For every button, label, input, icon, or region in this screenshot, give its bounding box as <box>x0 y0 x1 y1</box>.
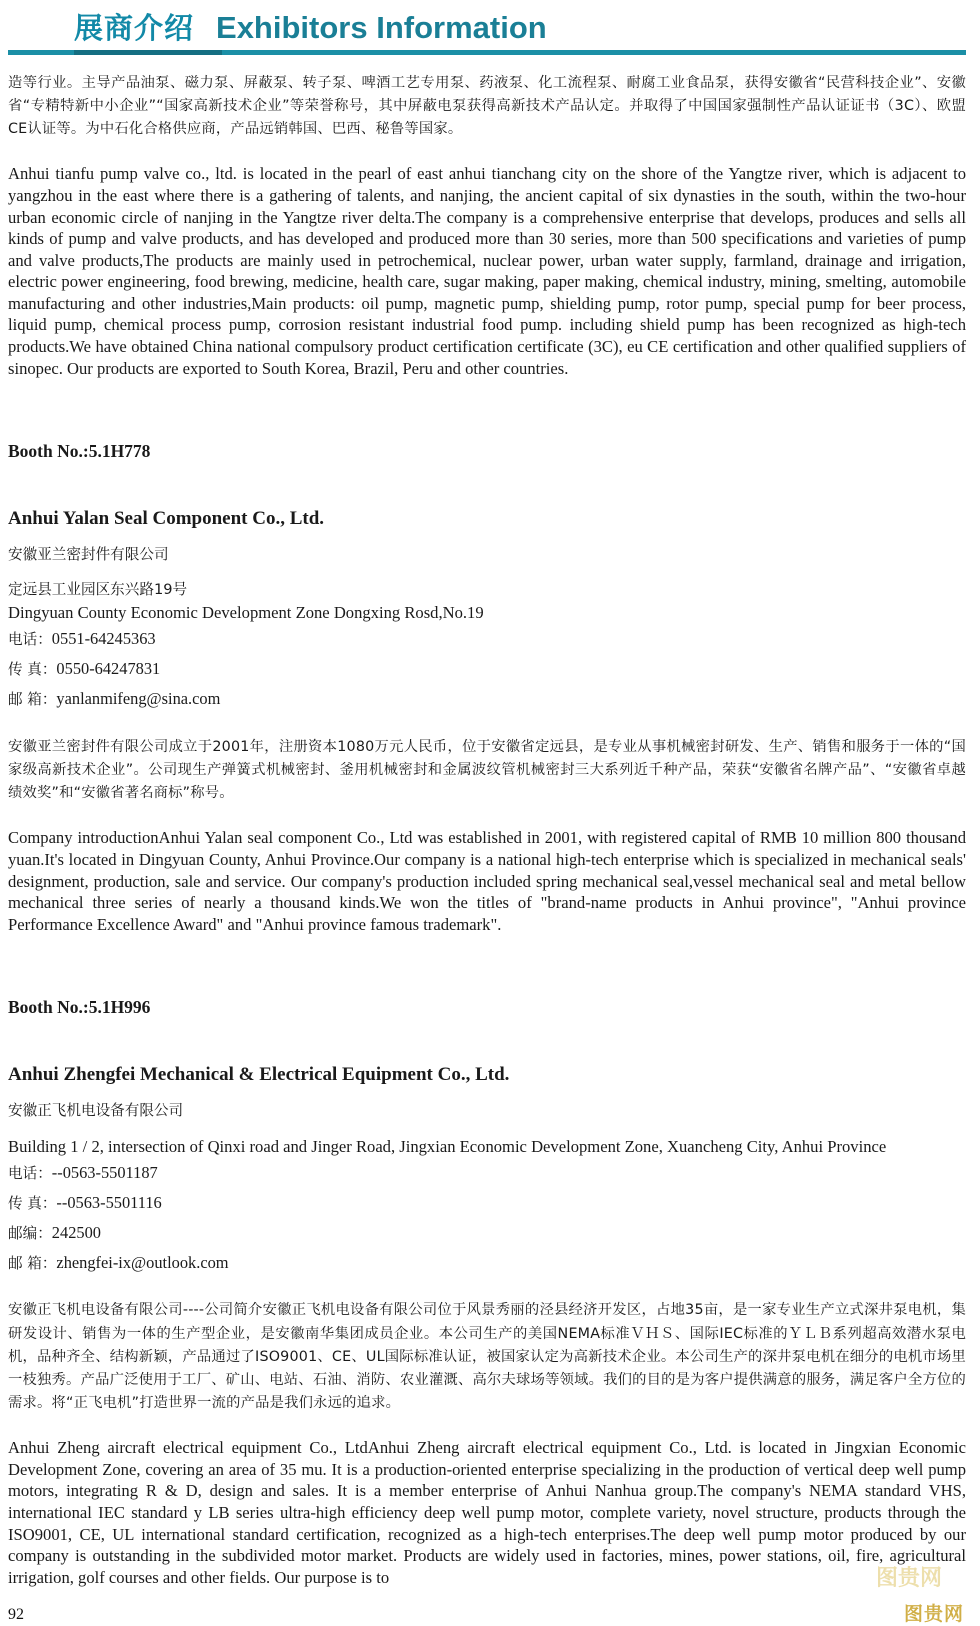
booth-number-2: Booth No.:5.1H996 <box>8 997 151 1018</box>
exhibitor-email-value-2: zhengfei-ix@outlook.com <box>56 1252 229 1272</box>
watermark: 图贵网 <box>903 1603 964 1626</box>
watermark-ghost: 图贵网 <box>875 1566 942 1592</box>
exhibitor-email-1 <box>8 684 966 714</box>
page-number: 92 <box>8 1606 24 1624</box>
exhibitor-phone-2 <box>8 1158 966 1188</box>
exhibitor-phone-value-1: 0551-64245363 <box>51 629 156 649</box>
page-title-cn: 展商介绍 <box>74 11 195 45</box>
exhibitor-address-cn-1: 定远县工业园区东兴路19号 <box>8 581 188 599</box>
exhibitor-fax-label-1: 传 真： <box>8 661 57 679</box>
exhibitor-email-label-1: 邮 箱： <box>8 691 57 709</box>
exhibitor-phone-label-1: 电话： <box>8 631 52 649</box>
exhibitor-description-cn-1: 安徽亚兰密封件有限公司成立于2001年，注册资本1080万元人民币，位于安徽省定远县，是专业从事机械密封研发、生产、销售和服务于一体的“国家级高新技术企业”。公司现生产弹簧式机械密封、釜用机械密封和金属波纹管机械密封三大系列近千种产品，荣获“安徽省名牌产品”、“安徽省卓越绩效奖”和“安徽省著名商标”称号。 <box>8 739 966 802</box>
exhibitor-fax-1 <box>8 654 966 684</box>
exhibitor-postcode-2 <box>8 1218 966 1248</box>
exhibitor-description-en-2: Anhui Zheng aircraft electrical equipment Co., LtdAnhui Zheng aircraft electrical equipment Co., Ltd. is located in Jingxian Economic Development Zone, covering an area of 35 mu. It is a production-oriented enterprise specializing in the production of vertical deep well pump motors, integrating R & D, design and sales. It is a member enterprise of Anhui Nanhua group.The company's NEMA standard VHS, international IEC standard y LB series ultra-high efficiency deep well pump motor, complete variety, novel structure, products through the ISO9001, CE, UL international standard certification, recognized as a high-tech enterprises.The deep well pump motor produced by our company is outstanding in the subdivided motor market. Products are widely used in factories, mines, power stations, oil, fire, agricultural irrigation, golf courses and other fields. Our purpose is to <box>8 1438 966 1587</box>
exhibitor-name-cn-2: 安徽正飞机电设备有限公司 <box>8 1102 184 1120</box>
page-header <box>8 0 966 62</box>
exhibitor-fax-value-2: --0563-5501116 <box>56 1192 162 1212</box>
exhibitor-phone-value-2: --0563-5501187 <box>51 1163 158 1183</box>
booth-number-1: Booth No.:5.1H778 <box>8 441 151 462</box>
page-content <box>8 62 966 1588</box>
exhibitor-description-en-1: Company introductionAnhui Yalan seal component Co., Ltd was established in 2001, with registered capital of RMB 10 million 800 thousand yuan.It's located in Dingyuan County, Anhui Province.Our company is a national high-tech enterprise which is specialized in mechanical seals' designment, production, sale and service. Our company's production included spring mechanical seal,vessel mechanical seal and metal bellow mechanical three series of nearly a thousand kinds.We won the titles of "brand-name products in Anhui province", "Anhui province Performance Excellence Award" and "Anhui province famous trademark". <box>8 828 966 934</box>
exhibitor-email-value-1: yanlanmifeng@sina.com <box>56 689 221 709</box>
exhibitor-phone-1 <box>8 624 966 654</box>
exhibitor-name-cn-1: 安徽亚兰密封件有限公司 <box>8 546 169 564</box>
header-divider-accent <box>74 50 222 55</box>
exhibitor-fax-value-1: 0550-64247831 <box>56 659 161 679</box>
exhibitor-address-en-1: Dingyuan County Economic Development Zone Dongxing Rosd,No.19 <box>8 603 484 623</box>
intro-paragraph-en: Anhui tianfu pump valve co., ltd. is located in the pearl of east anhui tianchang city on the shore of the Yangtze river, which is adjacent to yangzhou in the east where there is a gathering of talents, and nanjing, the ancient capital of six dynasties in the south, within the two-hour urban economic circle of nanjing in the Yangtze river delta.The company is a comprehensive enterprise that develops, produces and sells all kinds of pump and valve products, and has developed and produced more than 30 series, more than 500 specifications and varieties of pump and valve products,The products are mainly used in petrochemical, nuclear power, urban water supply, farmland, drainage and irrigation, electric power engineering, food brewing, medicine, health care, sugar making, paper making, chemical industry, mining, smelting, automobile manufacturing and other industries,Main products: oil pump, magnetic pump, shielding pump, rotor pump, special pump for beer process, liquid pump, chemical process pump, corrosion resistant industrial food pump. including shield pump has been recognized as high-tech products.We have obtained China national compulsory product certification certificate (3C), eu CE certification and other qualified suppliers of sinopec. Our products are exported to South Korea, Brazil, Peru and other countries. <box>8 164 966 378</box>
exhibitor-name-en-1: Anhui Yalan Seal Component Co., Ltd. <box>8 508 325 530</box>
exhibitor-postcode-label-2: 邮编： <box>8 1224 52 1242</box>
intro-paragraph-cn: 造等行业。主导产品油泵、磁力泵、屏蔽泵、转子泵、啤酒工艺专用泵、药液泵、化工流程泵、耐腐工业食品泵，获得安徽省“民营科技企业”、安徽省“专精特新中小企业”“国家高新技术企业”等荣誉称号，其中屏蔽电泵获得高新技术产品认定。并取得了中国国家强制性产品认证证书（3C）、欧盟CE认证等。为中石化合格供应商，产品远销韩国、巴西、秘鲁等国家。 <box>8 75 966 138</box>
exhibitor-description-cn-2: 安徽正飞机电设备有限公司----公司简介安徽正飞机电设备有限公司位于风景秀丽的泾县经济开发区，占地35亩，是一家专业生产立式深井泵电机，集研发设计、销售为一体的生产型企业，是安徽南华集团成员企业。本公司生产的美国NEMA标准ＶＨＳ、国际IEC标准的ＹＬＢ系列超高效潜水泵电机，品种齐全、结构新颖，产品通过了ISO9001、CE、UL国际标准认证，被国家认定为高新技术企业。本公司生产的深井泵电机在细分的电机市场里一枝独秀。产品广泛使用于工厂、矿山、电站、石油、消防、农业灌溉、高尔夫球场等领域。我们的目的是为客户提供满意的服务，满足客户全方位的需求。将“正飞电机”打造世界一流的产品是我们永远的追求。 <box>8 1302 966 1412</box>
exhibitor-address-en-2: Building 1 / 2, intersection of Qinxi road and Jinger Road, Jingxian Economic Development Zone, Xuancheng City, Anhui Province <box>8 1136 887 1156</box>
header-titles <box>74 0 966 47</box>
exhibitor-fax-2 <box>8 1188 966 1218</box>
exhibitor-email-2 <box>8 1248 966 1278</box>
exhibitor-fax-label-2: 传 真： <box>8 1194 57 1212</box>
page-footer <box>8 1566 966 1626</box>
exhibitor-phone-label-2: 电话： <box>8 1165 52 1183</box>
exhibitor-postcode-value-2: 242500 <box>51 1222 101 1242</box>
exhibitor-email-label-2: 邮 箱： <box>8 1254 57 1272</box>
exhibitor-name-en-2: Anhui Zhengfei Mechanical & Electrical Equipment Co., Ltd. <box>8 1064 510 1086</box>
page-title-en: Exhibitors Information <box>216 10 547 45</box>
